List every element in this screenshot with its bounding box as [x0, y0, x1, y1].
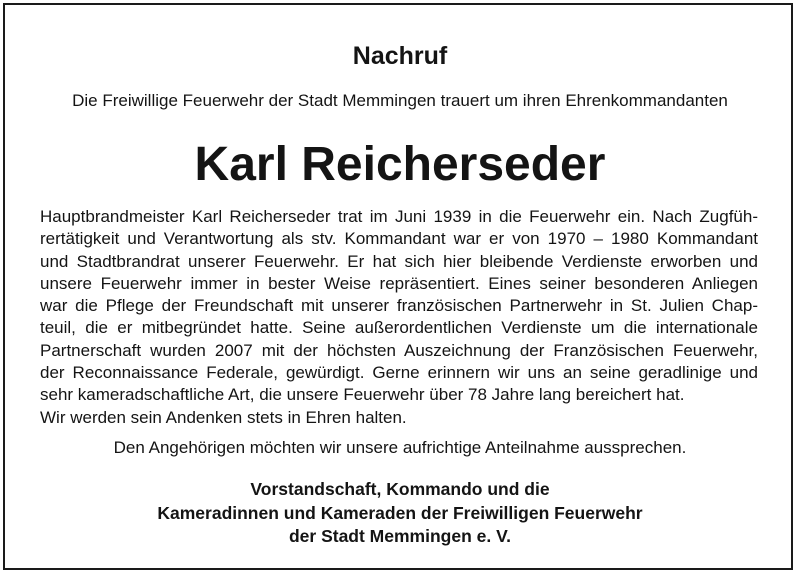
body-line: war die Pflege der Freundschaft mit unserer französischen Partnerwehr in St. Julien Chap-: [40, 296, 758, 316]
notice-heading: Nachruf: [352, 42, 448, 70]
deceased-name: Karl Reicherseder: [194, 138, 606, 191]
body-line: und Stadtbrandrat unserer Feuerwehr. Er hat sich hier bleibende Verdienste erworben und: [40, 251, 758, 271]
notice-intro: Die Freiwillige Feuerwehr der Stadt Memmingen trauert um ihren Ehrenkommandanten: [72, 91, 728, 110]
notice-body: [40, 206, 758, 429]
body-line: der Reconnaissance Federale, gewürdigt. Gerne erinnern wir uns an seine geradlinige und: [40, 363, 758, 383]
signature-line: der Stadt Memmingen e. V.: [288, 526, 512, 546]
signature-line: Kameradinnen und Kameraden der Freiwilligen Feuerwehr: [157, 502, 643, 523]
body-line: Hauptbrandmeister Karl Reicherseder trat im Juni 1939 in die Feuerwehr ein. Nach Zugfüh-: [40, 207, 758, 226]
signature-block: [0, 478, 800, 549]
body-line: sehr kameradschaftliche Art, die unsere Feuerwehr über 78 Jahre lang bereichert hat.: [40, 385, 685, 405]
body-line: Partnerschaft wurden 2007 mit der höchsten Auszeichnung der Französischen Feuerwehr,: [40, 340, 758, 360]
body-line: teuil, die er mitbegründet hatte. Seine außerordentlichen Verdienste um die internationale: [40, 318, 758, 338]
signature-line: Vorstandschaft, Kommando und die: [250, 479, 550, 499]
body-line: unsere Feuerwehr immer in bester Weise repräsentiert. Eines seiner besonderen Anliegen: [40, 273, 758, 293]
condolence-text: Den Angehörigen möchten wir unsere aufrichtige Anteilnahme aussprechen.: [113, 438, 687, 457]
body-line: rertätigkeit und Verantwortung als stv. Kommandant war er von 1970 – 1980 Kommandant: [40, 229, 758, 249]
body-line: Wir werden sein Andenken stets in Ehren halten.: [40, 407, 407, 427]
